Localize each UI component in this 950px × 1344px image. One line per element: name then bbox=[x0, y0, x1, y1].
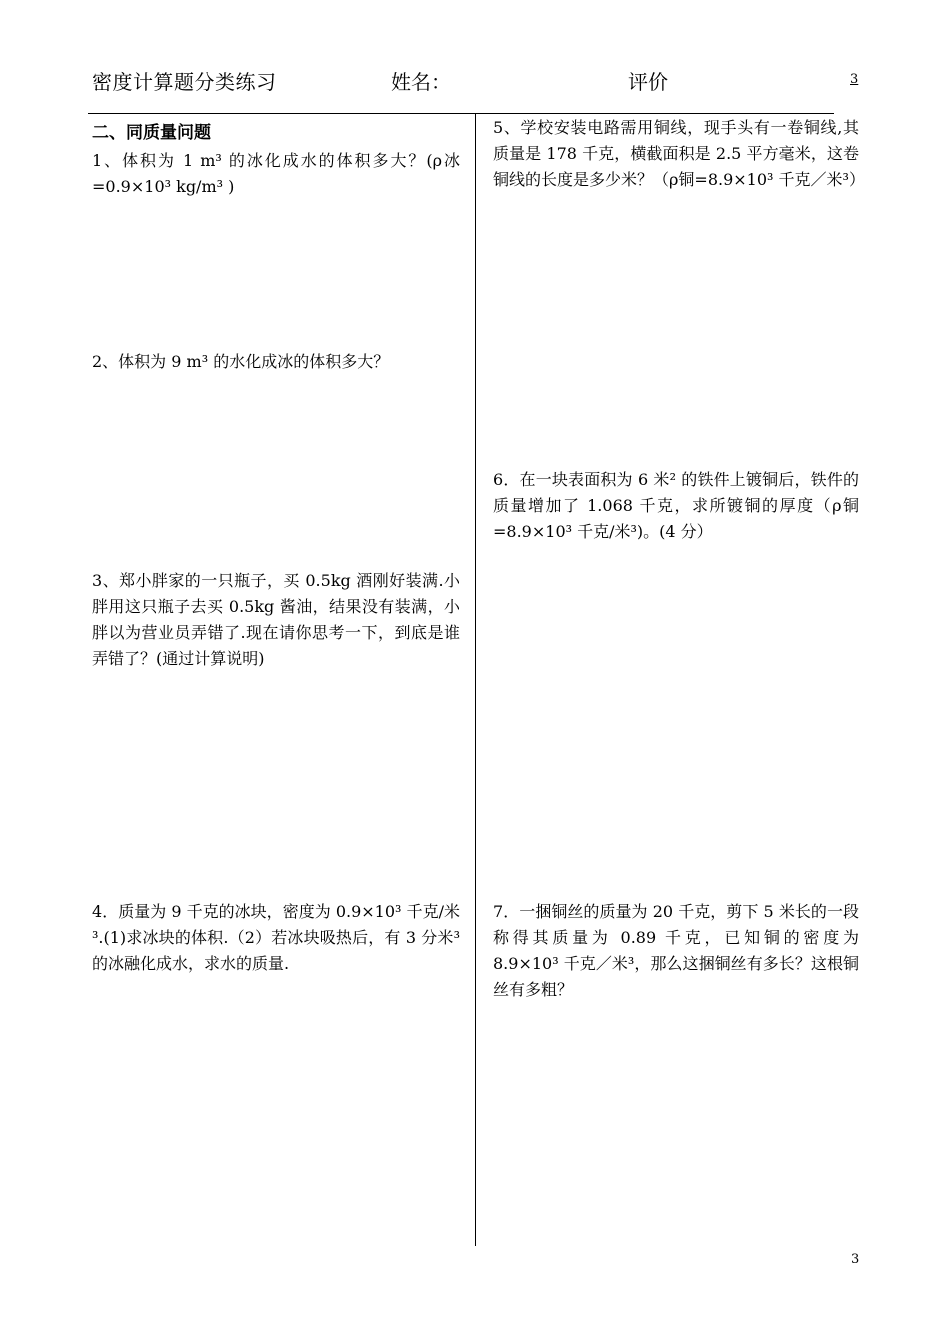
header-divider bbox=[88, 113, 834, 114]
evaluation-label: 评价 bbox=[628, 70, 668, 94]
question-5: 5、学校安装电路需用铜线，现手头有一卷铜线,其质量是 178 千克，横截面积是 2.5 平方毫米，这卷铜线的长度是多少米？（ρ铜=8.9×10³ 千克／米³） bbox=[493, 118, 865, 189]
question-3: 3、郑小胖家的一只瓶子，买 0.5kg 酒刚好装满.小胖用这只瓶子去买 0.5kg 酱油，结果没有装满，小胖以为营业员弄错了.现在请你思考一下，到底是谁弄错了？(通过计算说明) bbox=[92, 571, 460, 668]
question-7: 7．一捆铜丝的质量为 20 千克，剪下 5 米长的一段称得其质量为 0.89 千克，已知铜的密度为 8.9×10³ 千克／米³，那么这捆铜丝有多长？这根铜丝有多粗？ bbox=[493, 902, 865, 999]
question-6: 6．在一块表面积为 6 米² 的铁件上镀铜后，铁件的质量增加了 1.068 千克，求所镀铜的厚度（ρ铜=8.9×10³ 千克/米³)。(4 分） bbox=[493, 470, 859, 541]
question-4: 4．质量为 9 千克的冰块，密度为 0.9×10³ 千克/米³.(1)求冰块的体积.（2）若冰块吸热后，有 3 分米³ 的冰融化成水，求水的质量. bbox=[92, 902, 466, 973]
page-header bbox=[0, 62, 950, 102]
worksheet-title: 密度计算题分类练习 bbox=[92, 70, 277, 94]
footer-page-number: 3 bbox=[851, 1252, 860, 1267]
name-label: 姓名： bbox=[391, 70, 451, 94]
question-1: 1、体积为 1 m³ 的冰化成水的体积多大？(ρ冰=0.9×10³ kg/m³ ) bbox=[92, 151, 460, 196]
section-title: 二、同质量问题 bbox=[92, 123, 211, 143]
column-divider bbox=[475, 113, 476, 1246]
question-2: 2、体积为 9 m³ 的水化成冰的体积多大？ bbox=[92, 352, 390, 371]
header-page-number: 3 bbox=[850, 72, 859, 87]
